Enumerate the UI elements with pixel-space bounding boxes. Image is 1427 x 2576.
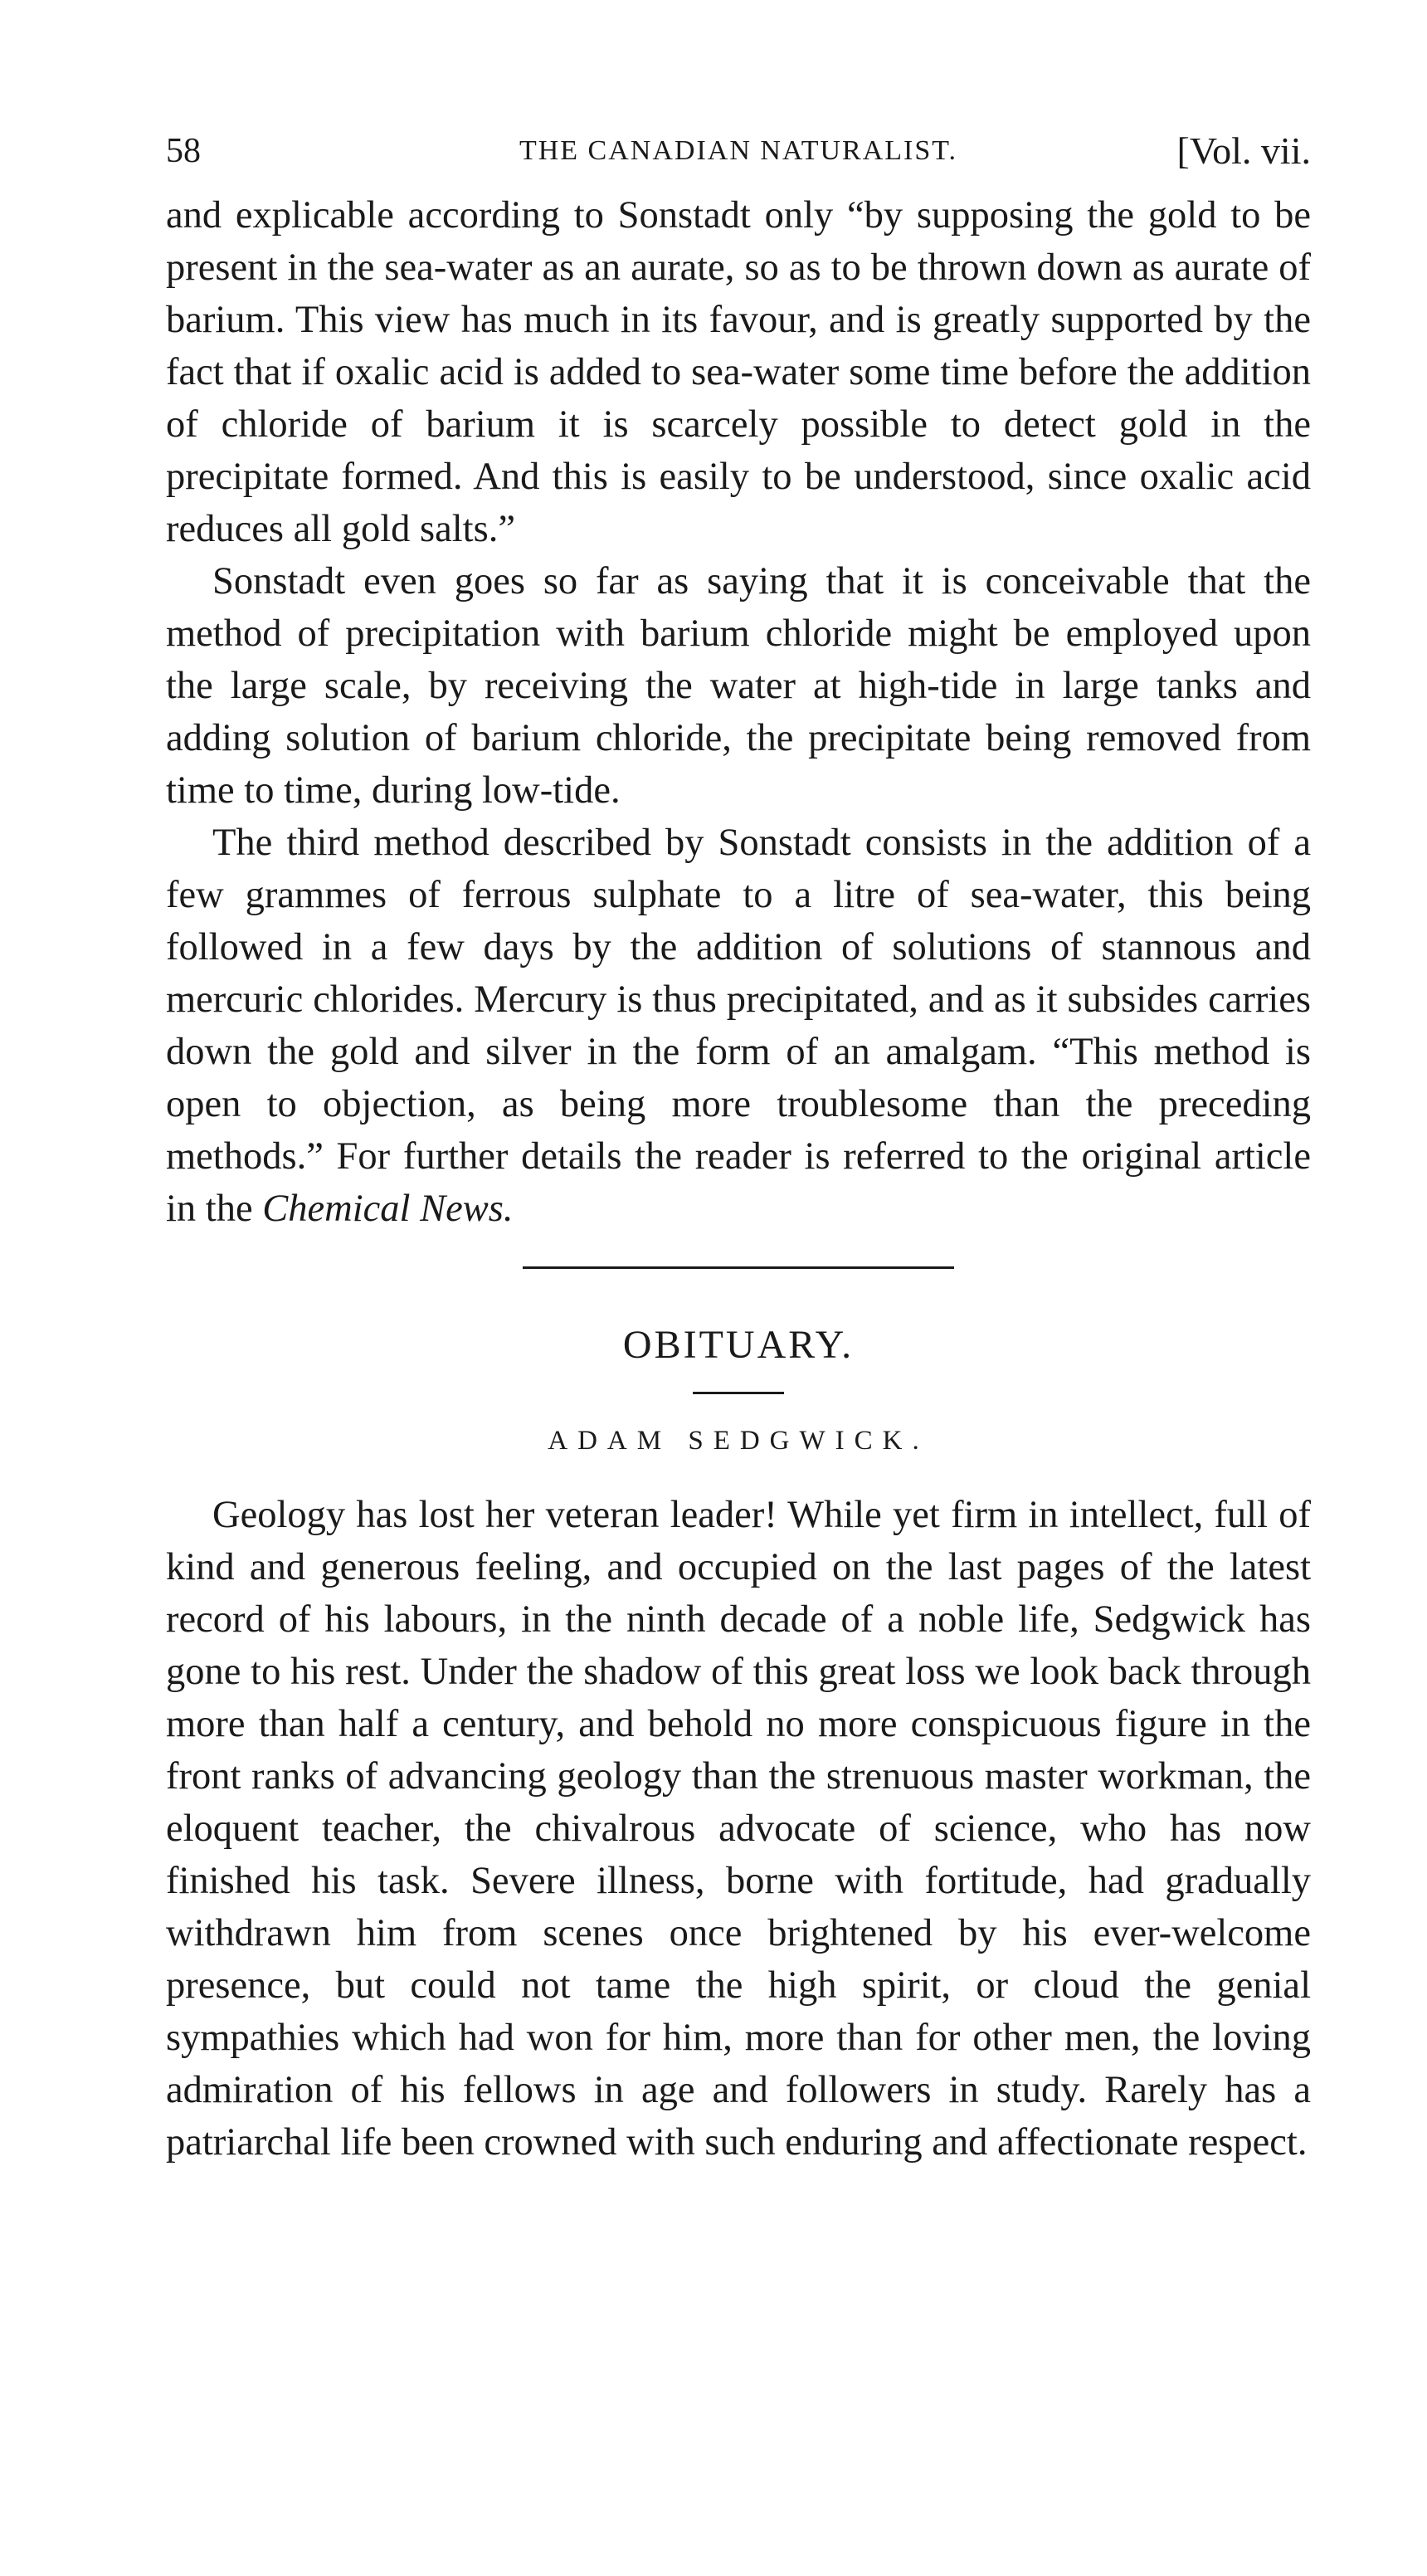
heading-short-rule xyxy=(693,1392,784,1394)
obituary-subject-name: ADAM SEDGWICK. xyxy=(548,1426,929,1456)
running-head xyxy=(166,124,1311,178)
continued-paragraph-2: Sonstadt even goes so far as saying that it is conceivable that the method of precipitation with barium chloride might be employed upon the large scale, by receiving the water at high-tide in large tanks and adding solution of barium chloride, the precipitate being removed from time to time, during low-tide. xyxy=(166,560,1311,812)
continued-paragraph-1: and explicable according to Sonstadt only “by supposing the gold to be present in the sea-water as an aurate, so as to be thrown down as aurate of barium. This view has much in its favour, and is greatly supported by the fact that if oxalic acid is added to sea-water some time before the addition of chloride of barium it is scarcely possible to detect gold in the precipitate formed. And this is easily to be understood, since oxalic acid reduces all gold salts.” xyxy=(166,194,1311,550)
paragraph-3-text: The third method described by Sonstadt consists in the addition of a few grammes of ferrous sulphate to a litre of sea-water, this being followed in a few days by the addition of solutions of stannous and mercuric chlorides. Mercury is thus precipitated, and as it subsides carries down the gold and silver in the form of an amalgam. “This method is open to objection, as being more troublesome than the preceding methods.” For further details the reader is referred to the original article in the xyxy=(166,822,1311,1230)
chemical-news-citation: Chemical News. xyxy=(262,1188,514,1230)
volume-label: [Vol. vii. xyxy=(1176,129,1311,172)
obituary-heading: OBITUARY. xyxy=(622,1323,855,1367)
page-number: 58 xyxy=(166,132,201,170)
section-divider xyxy=(523,1266,954,1269)
journal-title: THE CANADIAN NATURALIST. xyxy=(519,135,958,166)
continued-paragraph-3 xyxy=(166,817,1311,1235)
printed-page xyxy=(166,124,1311,2169)
obituary-paragraph: Geology has lost her veteran leader! While yet firm in intellect, full of kind and generous feeling, and occupied on the last pages of the latest record of his labours, in the ninth decade of a noble life, Sedgwick has gone to his rest. Under the shadow of this great loss we look back through more than half a century, and behold no more conspicuous figure in the front ranks of advancing geology than the strenuous master workman, the eloquent teacher, the chivalrous advocate of science, who has now finished his task. Severe illness, borne with fortitude, had gradually withdrawn him from scenes once brightened by his ever-welcome presence, but could not tame the high spirit, or cloud the genial sympathies which had won for him, more than for other men, the loving admiration of his fellows in age and followers in study. Rarely has a patriarchal life been crowned with such enduring and affectionate respect. xyxy=(166,1494,1311,2164)
